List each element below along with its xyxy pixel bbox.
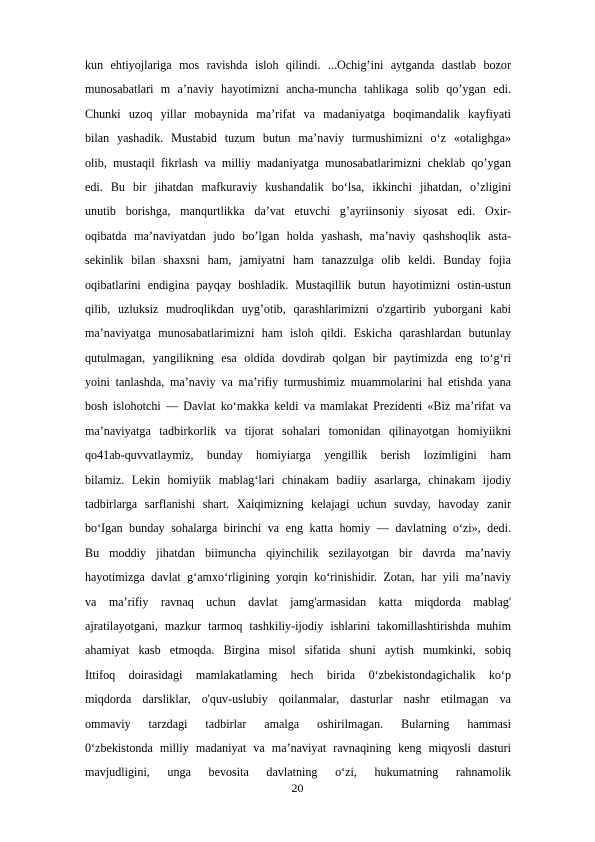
text-line: ma’naviyatga munosabatlarimizni ham isloh qildi. Eskicha qarashlardan butunlay: [85, 326, 511, 341]
text-line: ahamiyat kasb etmoqda. Birgina misol sifatida shuni aytish mumkinki, sobiq: [85, 643, 511, 658]
page-number: 20: [291, 781, 304, 795]
text-line: tadbirlarga sarflanishi shart. Xaiqimizning kelajagi uchun suvday, havoday zanir: [85, 497, 511, 512]
text-line: bosh islohotchi — Davlat ko‘makka keldi va mamlakat Prezidenti «Biz ma’rifat va: [85, 399, 511, 414]
text-line: oqibatlarini endigina payqay boshladik. Mustaqillik butun hayotimizni ostin-ustun: [85, 277, 511, 292]
text-line: ma’naviyatga tadbirkorlik va tijorat sohalari tomonidan qilinayotgan homiyiikni: [85, 423, 511, 438]
text-line: olib, mustaqil fikrlash va milliy madaniyatga munosabatlarimizni cheklab qo’ygan: [85, 155, 511, 170]
text-line: yoini tanlashda, ma’naviy va ma’rifiy turmushimiz muammolarini hal etishda yana: [85, 375, 511, 390]
text-line: va ma’rifiy ravnaq uchun davlat jamg'armasidan katta miqdorda mablag': [85, 594, 511, 609]
text-line: bilan yashadik. Mustabid tuzum butun ma’naviy turmushimizni o‘z «otalighga»: [85, 131, 511, 146]
text-line: kun ehtiyojlariga mos ravishda isloh qilindi. ...Ochig’ini aytganda dastlab bozor: [85, 58, 511, 72]
text-line: bilamiz. Lekin homiyiik mablag‘lari chinakam badiiy asarlarga, chinakam ijodiy: [85, 472, 511, 487]
text-line: bo‘Igan bunday sohalarga birinchi va eng katta homiy — davlatning o‘zi», dedi.: [85, 521, 511, 536]
body-text: [85, 53, 511, 785]
text-line: ommaviy tarzdagi tadbirlar amalga oshirilmagan. Bularning hammasi: [85, 716, 511, 731]
text-line: munosabatlari m a’naviy hayotimizni ancha-muncha tahlikaga solib qo’ygan edi.: [85, 82, 511, 97]
text-line: miqdorda darsliklar, o'quv-uslubiy qoilanmalar, dasturlar nashr etilmagan va: [85, 692, 511, 707]
text-line: ajratilayotgani, mazkur tarmoq tashkiliy-ijodiy ishlarini takomillashtirishda muhim: [85, 618, 511, 633]
text-line: edi. Bu bir jihatdan mafkuraviy kushandalik bo‘lsa, ikkinchi jihatdan, o’zligini: [85, 179, 511, 194]
text-line: mavjudligini, unga bevosita davlatning o‘zi, hukumatning rahnamolik: [85, 765, 511, 780]
text-line: qo41ab-quvvatlaymiz, bunday homiyiarga yengillik berish lozimligini ham: [85, 448, 511, 463]
text-line: sekinlik bilan shaxsni ham, jamiyatni ham tanazzulga olib keldi. Bunday fojia: [85, 253, 511, 268]
text-line: qutulmagan, yangilikning esa oldida dovdirab qolgan bir paytimizda eng to‘g‘ri: [85, 350, 511, 365]
text-line: oqibatda ma’naviyatdan judo bo’lgan holda yashash, ma’naviy qashshoqlik asta-: [85, 228, 511, 243]
text-line: qilib, uzluksiz mudroqlikdan uyg’otib, qarashlarimizni o'zgartirib yuborgani kabi: [85, 301, 511, 316]
text-line: Bu moddiy jihatdan biimuncha qiyinchilik sezilayotgan bir davrda ma’naviy: [85, 545, 511, 560]
text-line: Ittifoq doirasidagi mamlakatlaming hech birida 0‘zbekistondagichalik ko‘p: [85, 667, 511, 682]
text-line: hayotimizga davlat g‘amxo‘rligining yorqin ko‘rinishidir. Zotan, har yili ma’naviy: [85, 570, 511, 585]
text-line: Chunki uzoq yillar mobaynida ma’rifat va madaniyatga boqimandalik kayfiyati: [85, 106, 511, 121]
text-line: unutib borishga, manqurtlikka da’vat etuvchi g’ayriinsoniy siyosat edi. Oxir-: [85, 204, 511, 219]
text-line: 0‘zbekistonda milliy madaniyat va ma’naviyat ravnaqining keng miqyosli dasturi: [85, 740, 511, 755]
